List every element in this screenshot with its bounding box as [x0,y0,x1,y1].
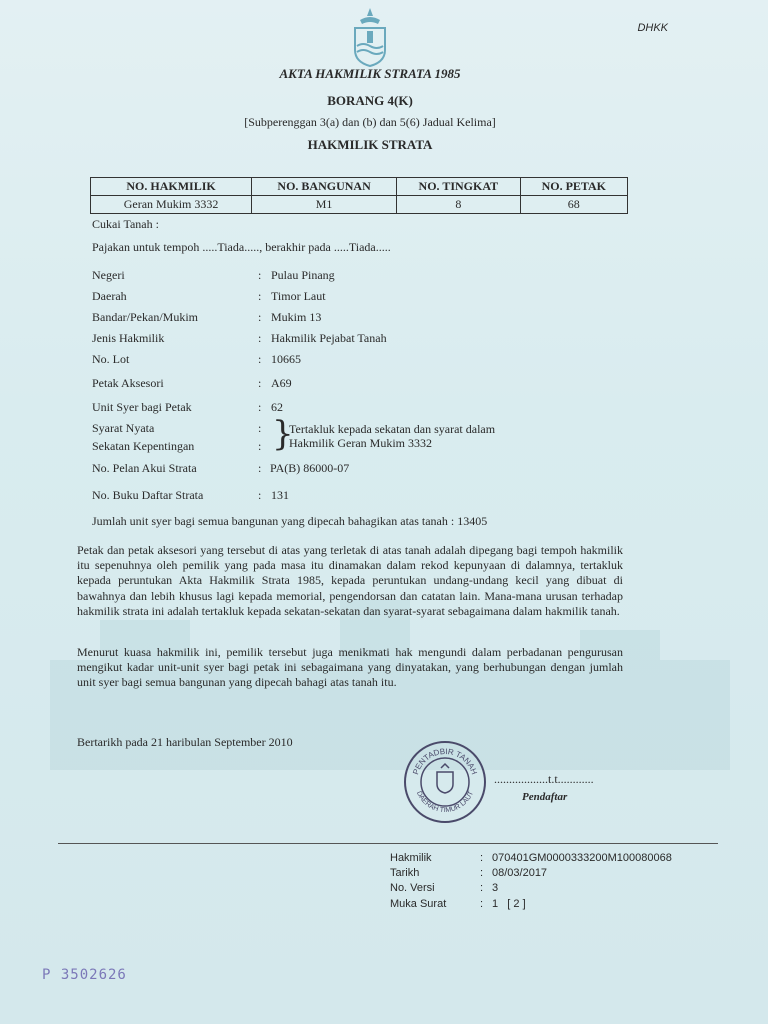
field-colon: : [258,289,262,303]
field-value-mukim: Mukim 13 [271,310,322,324]
header-no-hakmilik: NO. HAKMILIK [91,178,252,196]
cell-no-bangunan: M1 [252,196,397,214]
footer-value-tarikh: 08/03/2017 [492,867,548,879]
field-value-no-lot: 10665 [271,352,301,366]
field-label-petak-aksesori: Petak Aksesori [92,376,164,390]
header-no-tingkat: NO. TINGKAT [397,178,521,196]
field-colon: : [480,867,484,879]
act-title: AKTA HAKMILIK STRATA 1985 [279,66,461,81]
title-details-table [90,177,628,214]
table-row [91,196,628,214]
field-colon: : [258,268,262,282]
paragraph-tenure: Petak dan petak aksesori yang tersebut di atas yang terletak di atas tanah adalah dipegang bagi tempoh hakmilik itu sepenuhnya oleh pemilik yang pada masa itu dinamakan dalam rekod kepunyaan di dalamnya, tertakluk kepada peruntukan Akta Hakmilik Strata 1985, kepada peruntukan undang-undang kecil yang dibuat di bawahnya dan lebih khusus lagi kepada memorial, pengendorsan dan catatan lain. Mana-mana urusan terhadap hakmilik strata ini adalah tertakluk kepada sekatan-sekatan dan syarat-syarat sebagaimana dalam hakmilik tanah. [77,543,623,618]
field-colon: : [258,421,262,435]
header-no-bangunan: NO. BANGUNAN [252,178,397,196]
cell-no-tingkat: 8 [397,196,521,214]
field-colon: : [258,352,262,366]
stamp-top-text: PENTADBIR TANAH [411,746,479,776]
field-value-daerah: Timor Laut [271,289,326,303]
field-value-petak-aksesori: A69 [271,376,292,390]
subsection-reference: [Subperenggan 3(a) dan (b) dan 5(6) Jadual Kelima] [244,115,496,129]
table-header-row [91,178,628,196]
field-colon: : [258,331,262,345]
serial-number: P 3502626 [42,967,127,983]
field-label-no-lot: No. Lot [92,352,130,366]
field-label-unit-syer: Unit Syer bagi Petak [92,400,192,414]
field-colon: : [258,488,262,502]
footer-label-tarikh: Tarikh [390,867,420,879]
document-title: HAKMILIK STRATA [307,137,433,152]
footer-label-versi: No. Versi [390,882,435,894]
field-colon: : [258,400,262,414]
footer-value-muka-surat: 1 [ 2 ] [492,898,526,910]
footer-value-hakmilik: 070401GM0000333200M100080068 [492,852,672,864]
field-label-mukim: Bandar/Pekan/Mukim [92,310,198,324]
field-value-unit-syer: 62 [271,400,283,414]
stamp-bottom-text: DAERAH TIMUR LAUT [414,790,476,815]
footer-label-muka-surat: Muka Surat [390,898,447,910]
field-label-negeri: Negeri [92,268,125,282]
field-value-negeri: Pulau Pinang [271,268,335,282]
form-title: BORANG 4(K) [327,93,413,108]
field-colon: : [480,852,484,864]
document-code: DHKK [637,22,668,34]
date-line: Bertarikh pada 21 haribulan September 2010 [77,735,293,749]
cukai-tanah: Cukai Tanah : [92,217,159,231]
field-value-jenis-hakmilik: Hakmilik Pejabat Tanah [271,331,387,345]
footer-value-versi: 3 [492,882,499,894]
conditions-line-1: Tertakluk kepada sekatan dan syarat dalam [289,422,496,436]
field-label-sekatan: Sekatan Kepentingan [92,439,195,453]
field-value-pelan-akui: PA(B) 86000-07 [270,461,350,475]
field-colon: : [258,461,262,475]
paragraph-voting-rights: Menurut kuasa hakmilik ini, pemilik tersebut juga menikmati hak mengundi dalam perbadanan pengurusan mengikut kadar unit-unit syer bagi petak ini sebagaimana yang dinyatakan, yang berhubungan dengan jumlah unit syer bagi semua bangunan yang dipecah bahagi atas tanah itu. [77,645,623,690]
signature-dots: ..................t.t............ [494,772,594,786]
field-colon: : [258,376,262,390]
pajakan-line: Pajakan untuk tempoh .....Tiada....., berakhir pada .....Tiada..... [92,240,391,254]
field-label-buku-daftar: No. Buku Daftar Strata [92,488,204,502]
brace-icon: } [272,414,294,454]
field-label-syarat-nyata: Syarat Nyata [92,421,155,435]
field-label-daerah: Daerah [92,289,127,303]
footer-divider [58,843,718,844]
land-administrator-stamp [403,740,487,824]
field-colon: : [258,310,262,324]
conditions-line-2: Hakmilik Geran Mukim 3332 [289,436,432,450]
field-label-pelan-akui: No. Pelan Akui Strata [92,461,197,475]
cell-no-petak: 68 [520,196,627,214]
total-share-units: Jumlah unit syer bagi semua bangunan yang dipecah bahagikan atas tanah : 13405 [92,514,488,528]
penang-crest-icon [345,6,395,70]
field-value-buku-daftar: 131 [271,488,289,502]
footer-label-hakmilik: Hakmilik [390,852,432,864]
cell-no-hakmilik: Geran Mukim 3332 [91,196,252,214]
field-colon: : [480,898,484,910]
signatory-role: Pendaftar [522,791,568,803]
field-colon: : [258,439,262,453]
header-no-petak: NO. PETAK [520,178,627,196]
field-label-jenis-hakmilik: Jenis Hakmilik [92,331,165,345]
field-colon: : [480,882,484,894]
